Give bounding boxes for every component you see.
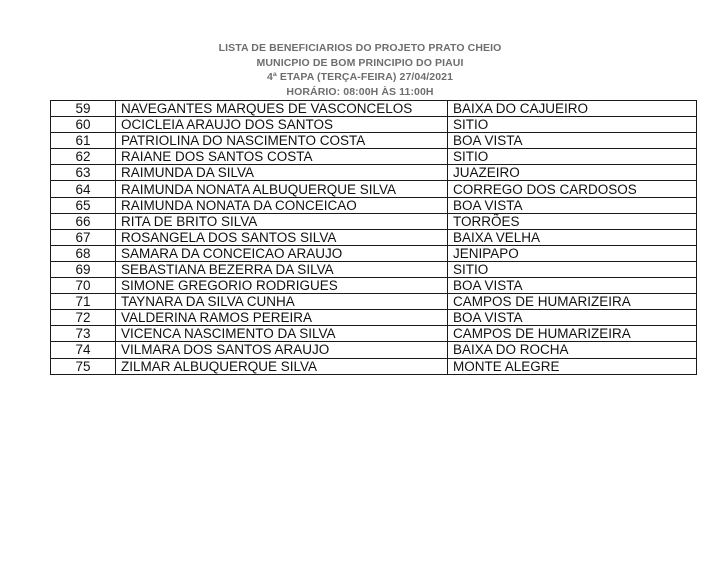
beneficiary-name-cell: VILMARA DOS SANTOS ARAUJO bbox=[116, 342, 448, 358]
table-row bbox=[51, 342, 697, 358]
row-number-cell: 70 bbox=[51, 278, 116, 294]
location-cell: SITIO bbox=[448, 261, 697, 277]
location-cell: CORREGO DOS CARDOSOS bbox=[448, 181, 697, 197]
table-row bbox=[51, 261, 697, 277]
table-row bbox=[51, 326, 697, 342]
location-cell: BAIXA DO CAJUEIRO bbox=[448, 101, 697, 117]
beneficiary-name-cell: SEBASTIANA BEZERRA DA SILVA bbox=[116, 261, 448, 277]
beneficiary-name-cell: SAMARA DA CONCEICAO ARAUJO bbox=[116, 245, 448, 261]
table-row bbox=[51, 229, 697, 245]
row-number-cell: 59 bbox=[51, 101, 116, 117]
row-number-cell: 69 bbox=[51, 261, 116, 277]
beneficiary-name-cell: NAVEGANTES MARQUES DE VASCONCELOS bbox=[116, 101, 448, 117]
beneficiary-name-cell: RAIANE DOS SANTOS COSTA bbox=[116, 149, 448, 165]
table-row bbox=[51, 310, 697, 326]
table-row bbox=[51, 245, 697, 261]
table-row bbox=[51, 181, 697, 197]
row-number-cell: 68 bbox=[51, 245, 116, 261]
beneficiary-name-cell: ROSANGELA DOS SANTOS SILVA bbox=[116, 229, 448, 245]
beneficiary-name-cell: RAIMUNDA NONATA DA CONCEICAO bbox=[116, 197, 448, 213]
table-row bbox=[51, 294, 697, 310]
row-number-cell: 64 bbox=[51, 181, 116, 197]
header-municipality: MUNICPIO DE BOM PRINCIPIO DO PIAUI bbox=[256, 56, 464, 69]
beneficiary-name-cell: VALDERINA RAMOS PEREIRA bbox=[116, 310, 448, 326]
beneficiaries-table-body bbox=[51, 101, 697, 375]
header-title: LISTA DE BENEFICIARIOS DO PROJETO PRATO CHEIO bbox=[218, 42, 502, 54]
row-number-cell: 61 bbox=[51, 133, 116, 149]
location-cell: BOA VISTA bbox=[448, 133, 697, 149]
table-row bbox=[51, 133, 697, 149]
header-schedule: HORÁRIO: 08:00H ÀS 11:00H bbox=[286, 85, 434, 98]
row-number-cell: 71 bbox=[51, 294, 116, 310]
beneficiary-name-cell: RAIMUNDA DA SILVA bbox=[116, 165, 448, 181]
location-cell: CAMPOS DE HUMARIZEIRA bbox=[448, 294, 697, 310]
location-cell: TORRÕES bbox=[448, 213, 697, 229]
row-number-cell: 65 bbox=[51, 197, 116, 213]
table-row bbox=[51, 165, 697, 181]
location-cell: SITIO bbox=[448, 117, 697, 133]
row-number-cell: 73 bbox=[51, 326, 116, 342]
beneficiary-name-cell: SIMONE GREGORIO RODRIGUES bbox=[116, 278, 448, 294]
row-number-cell: 62 bbox=[51, 149, 116, 165]
row-number-cell: 72 bbox=[51, 310, 116, 326]
beneficiaries-table bbox=[50, 100, 697, 375]
location-cell: JUAZEIRO bbox=[448, 165, 697, 181]
table-row bbox=[51, 197, 697, 213]
beneficiary-name-cell: OCICLEIA ARAUJO DOS SANTOS bbox=[116, 117, 448, 133]
beneficiary-name-cell: ZILMAR ALBUQUERQUE SILVA bbox=[116, 358, 448, 374]
beneficiary-name-cell: RITA DE BRITO SILVA bbox=[116, 213, 448, 229]
row-number-cell: 74 bbox=[51, 342, 116, 358]
location-cell: MONTE ALEGRE bbox=[448, 358, 697, 374]
location-cell: BOA VISTA bbox=[448, 278, 697, 294]
table-row bbox=[51, 101, 697, 117]
location-cell: BOA VISTA bbox=[448, 310, 697, 326]
location-cell: BAIXA VELHA bbox=[448, 229, 697, 245]
header-stage-date: 4ª ETAPA (TERÇA-FEIRA) 27/04/2021 bbox=[266, 71, 454, 83]
location-cell: BOA VISTA bbox=[448, 197, 697, 213]
location-cell: SITIO bbox=[448, 149, 697, 165]
table-row bbox=[51, 149, 697, 165]
row-number-cell: 67 bbox=[51, 229, 116, 245]
location-cell: CAMPOS DE HUMARIZEIRA bbox=[448, 326, 697, 342]
table-row bbox=[51, 117, 697, 133]
location-cell: JENIPAPO bbox=[448, 245, 697, 261]
beneficiary-name-cell: PATRIOLINA DO NASCIMENTO COSTA bbox=[116, 133, 448, 149]
row-number-cell: 63 bbox=[51, 165, 116, 181]
table-row bbox=[51, 358, 697, 374]
table-row bbox=[51, 278, 697, 294]
beneficiary-name-cell: VICENCA NASCIMENTO DA SILVA bbox=[116, 326, 448, 342]
row-number-cell: 60 bbox=[51, 117, 116, 133]
document-header bbox=[0, 41, 720, 99]
row-number-cell: 75 bbox=[51, 358, 116, 374]
location-cell: BAIXA DO ROCHA bbox=[448, 342, 697, 358]
row-number-cell: 66 bbox=[51, 213, 116, 229]
table-row bbox=[51, 213, 697, 229]
beneficiary-name-cell: TAYNARA DA SILVA CUNHA bbox=[116, 294, 448, 310]
beneficiary-name-cell: RAIMUNDA NONATA ALBUQUERQUE SILVA bbox=[116, 181, 448, 197]
